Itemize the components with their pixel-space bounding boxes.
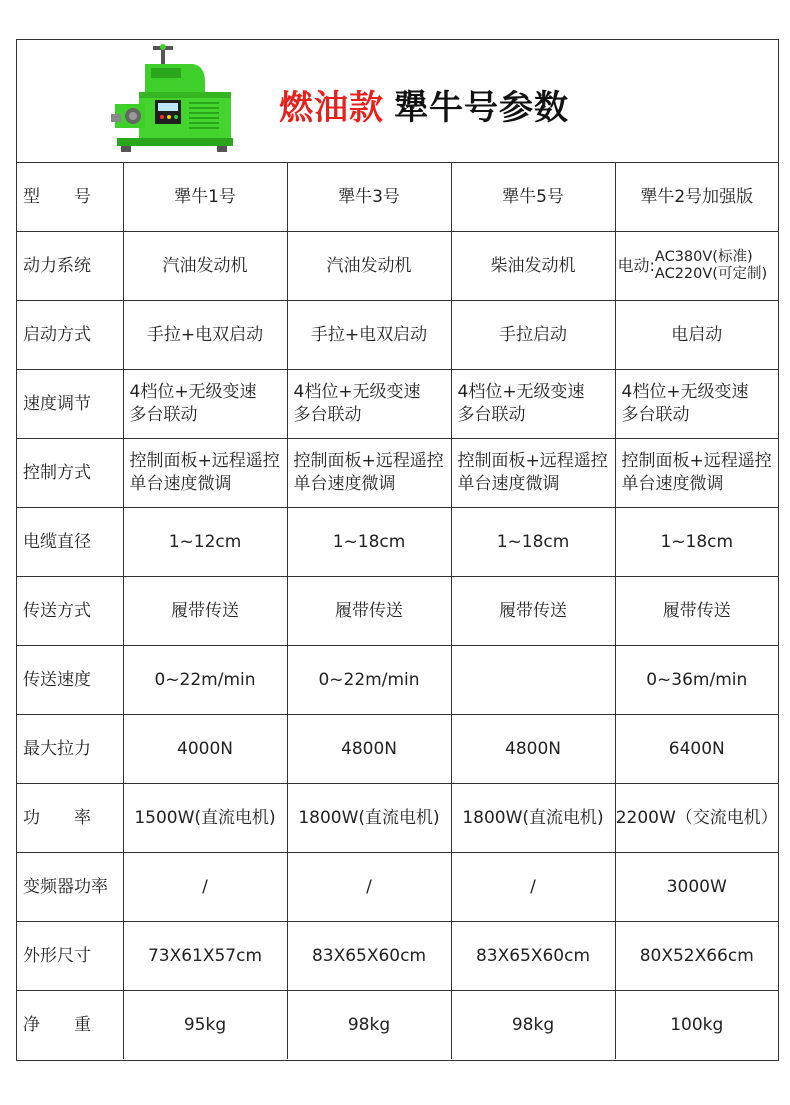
- spec-sheet: [16, 39, 779, 1061]
- row-label: 传送方式: [17, 577, 123, 646]
- table-cell: 83X65X60cm: [451, 922, 615, 991]
- table-cell: 手拉启动: [451, 301, 615, 370]
- row-label: 电缆直径: [17, 508, 123, 577]
- table-cell: [287, 439, 451, 508]
- table-cell: [615, 439, 778, 508]
- table-cell: /: [287, 853, 451, 922]
- table-cell: 0~22m/min: [287, 646, 451, 715]
- table-cell: 1~18cm: [615, 508, 778, 577]
- table-cell: 2200W（交流电机）: [615, 784, 778, 853]
- cell-line-1: 4档位+无级变速: [129, 382, 257, 403]
- table-cell: [451, 646, 615, 715]
- cell-line-1: 控制面板+远程遥控: [293, 451, 444, 472]
- table-row: [17, 508, 778, 577]
- table-row: [17, 439, 778, 508]
- table-cell: [451, 439, 615, 508]
- table-cell: 犟牛1号: [123, 163, 287, 232]
- row-label: 速度调节: [17, 370, 123, 439]
- table-cell: 1~18cm: [287, 508, 451, 577]
- cell-line-1: 控制面板+远程遥控: [621, 451, 772, 472]
- row-label: 变频器功率: [17, 853, 123, 922]
- cell-line-1: 4档位+无级变速: [457, 382, 585, 403]
- table-cell: 履带传送: [123, 577, 287, 646]
- table-cell: 95kg: [123, 991, 287, 1060]
- table-cell: 98kg: [451, 991, 615, 1060]
- table-cell: [451, 370, 615, 439]
- table-cell: [615, 370, 778, 439]
- cell-line-2: 多台联动: [129, 405, 198, 425]
- table-cell: [615, 232, 778, 301]
- table-row: [17, 646, 778, 715]
- table-cell: 犟牛2号加强版: [615, 163, 778, 232]
- table-cell: 98kg: [287, 991, 451, 1060]
- table-row: [17, 163, 778, 232]
- table-row: [17, 370, 778, 439]
- row-label: 传送速度: [17, 646, 123, 715]
- table-cell: 83X65X60cm: [287, 922, 451, 991]
- cell-line-2: 多台联动: [457, 405, 526, 425]
- table-cell: 1~12cm: [123, 508, 287, 577]
- cell-line-2: 单台速度微调: [457, 474, 560, 494]
- table-cell: 1800W(直流电机): [287, 784, 451, 853]
- table-row: [17, 715, 778, 784]
- table-cell: 电启动: [615, 301, 778, 370]
- table-cell: 履带传送: [615, 577, 778, 646]
- table-cell: 1~18cm: [451, 508, 615, 577]
- table-cell: 手拉+电双启动: [123, 301, 287, 370]
- electric-label: 电动:: [617, 256, 655, 276]
- table-cell: 4800N: [451, 715, 615, 784]
- table-cell: 柴油发动机: [451, 232, 615, 301]
- cell-line-2: 单台速度微调: [129, 474, 232, 494]
- table-cell: 1500W(直流电机): [123, 784, 287, 853]
- table-row: [17, 577, 778, 646]
- table-row: [17, 922, 778, 991]
- table-row: [17, 991, 778, 1060]
- table-cell: 履带传送: [451, 577, 615, 646]
- table-cell: 0~36m/min: [615, 646, 778, 715]
- spec-table: [17, 163, 778, 1059]
- electric-line-2: AC220V(可定制): [654, 266, 768, 282]
- cell-line-2: 单台速度微调: [621, 474, 724, 494]
- table-cell: 80X52X66cm: [615, 922, 778, 991]
- row-label: 型 号: [17, 163, 123, 232]
- table-cell: 3000W: [615, 853, 778, 922]
- table-cell: 4000N: [123, 715, 287, 784]
- table-cell: 汽油发动机: [287, 232, 451, 301]
- table-cell: 汽油发动机: [123, 232, 287, 301]
- table-cell: 4800N: [287, 715, 451, 784]
- table-cell: 1800W(直流电机): [451, 784, 615, 853]
- row-label: 最大拉力: [17, 715, 123, 784]
- row-label: 功 率: [17, 784, 123, 853]
- title-red: 燃油款: [279, 88, 384, 128]
- row-label: 启动方式: [17, 301, 123, 370]
- cell-line-2: 单台速度微调: [293, 474, 396, 494]
- row-label: 外形尺寸: [17, 922, 123, 991]
- page-title: [279, 80, 569, 129]
- table-row: [17, 784, 778, 853]
- table-row: [17, 232, 778, 301]
- cell-line-2: 多台联动: [293, 405, 362, 425]
- table-cell: [123, 370, 287, 439]
- row-label: 净 重: [17, 991, 123, 1060]
- table-cell: 0~22m/min: [123, 646, 287, 715]
- electric-line-1: AC380V(标准): [654, 248, 753, 265]
- table-cell: /: [451, 853, 615, 922]
- title-black: 犟牛号参数: [394, 88, 569, 128]
- table-cell: 73X61X57cm: [123, 922, 287, 991]
- row-label: 控制方式: [17, 439, 123, 508]
- table-cell: 手拉+电双启动: [287, 301, 451, 370]
- cell-line-1: 4档位+无级变速: [621, 382, 749, 403]
- product-machine-image: [105, 42, 237, 158]
- table-cell: [123, 439, 287, 508]
- cell-line-2: 多台联动: [621, 405, 690, 425]
- table-cell: /: [123, 853, 287, 922]
- table-cell: [287, 370, 451, 439]
- cell-line-1: 控制面板+远程遥控: [129, 451, 280, 472]
- row-label: 动力系统: [17, 232, 123, 301]
- table-cell: 犟牛3号: [287, 163, 451, 232]
- table-cell: 100kg: [615, 991, 778, 1060]
- table-cell: 犟牛5号: [451, 163, 615, 232]
- table-row: [17, 853, 778, 922]
- table-cell: 6400N: [615, 715, 778, 784]
- table-row: [17, 301, 778, 370]
- header: [17, 40, 778, 163]
- table-cell: 履带传送: [287, 577, 451, 646]
- cell-line-1: 4档位+无级变速: [293, 382, 421, 403]
- cell-line-1: 控制面板+远程遥控: [457, 451, 608, 472]
